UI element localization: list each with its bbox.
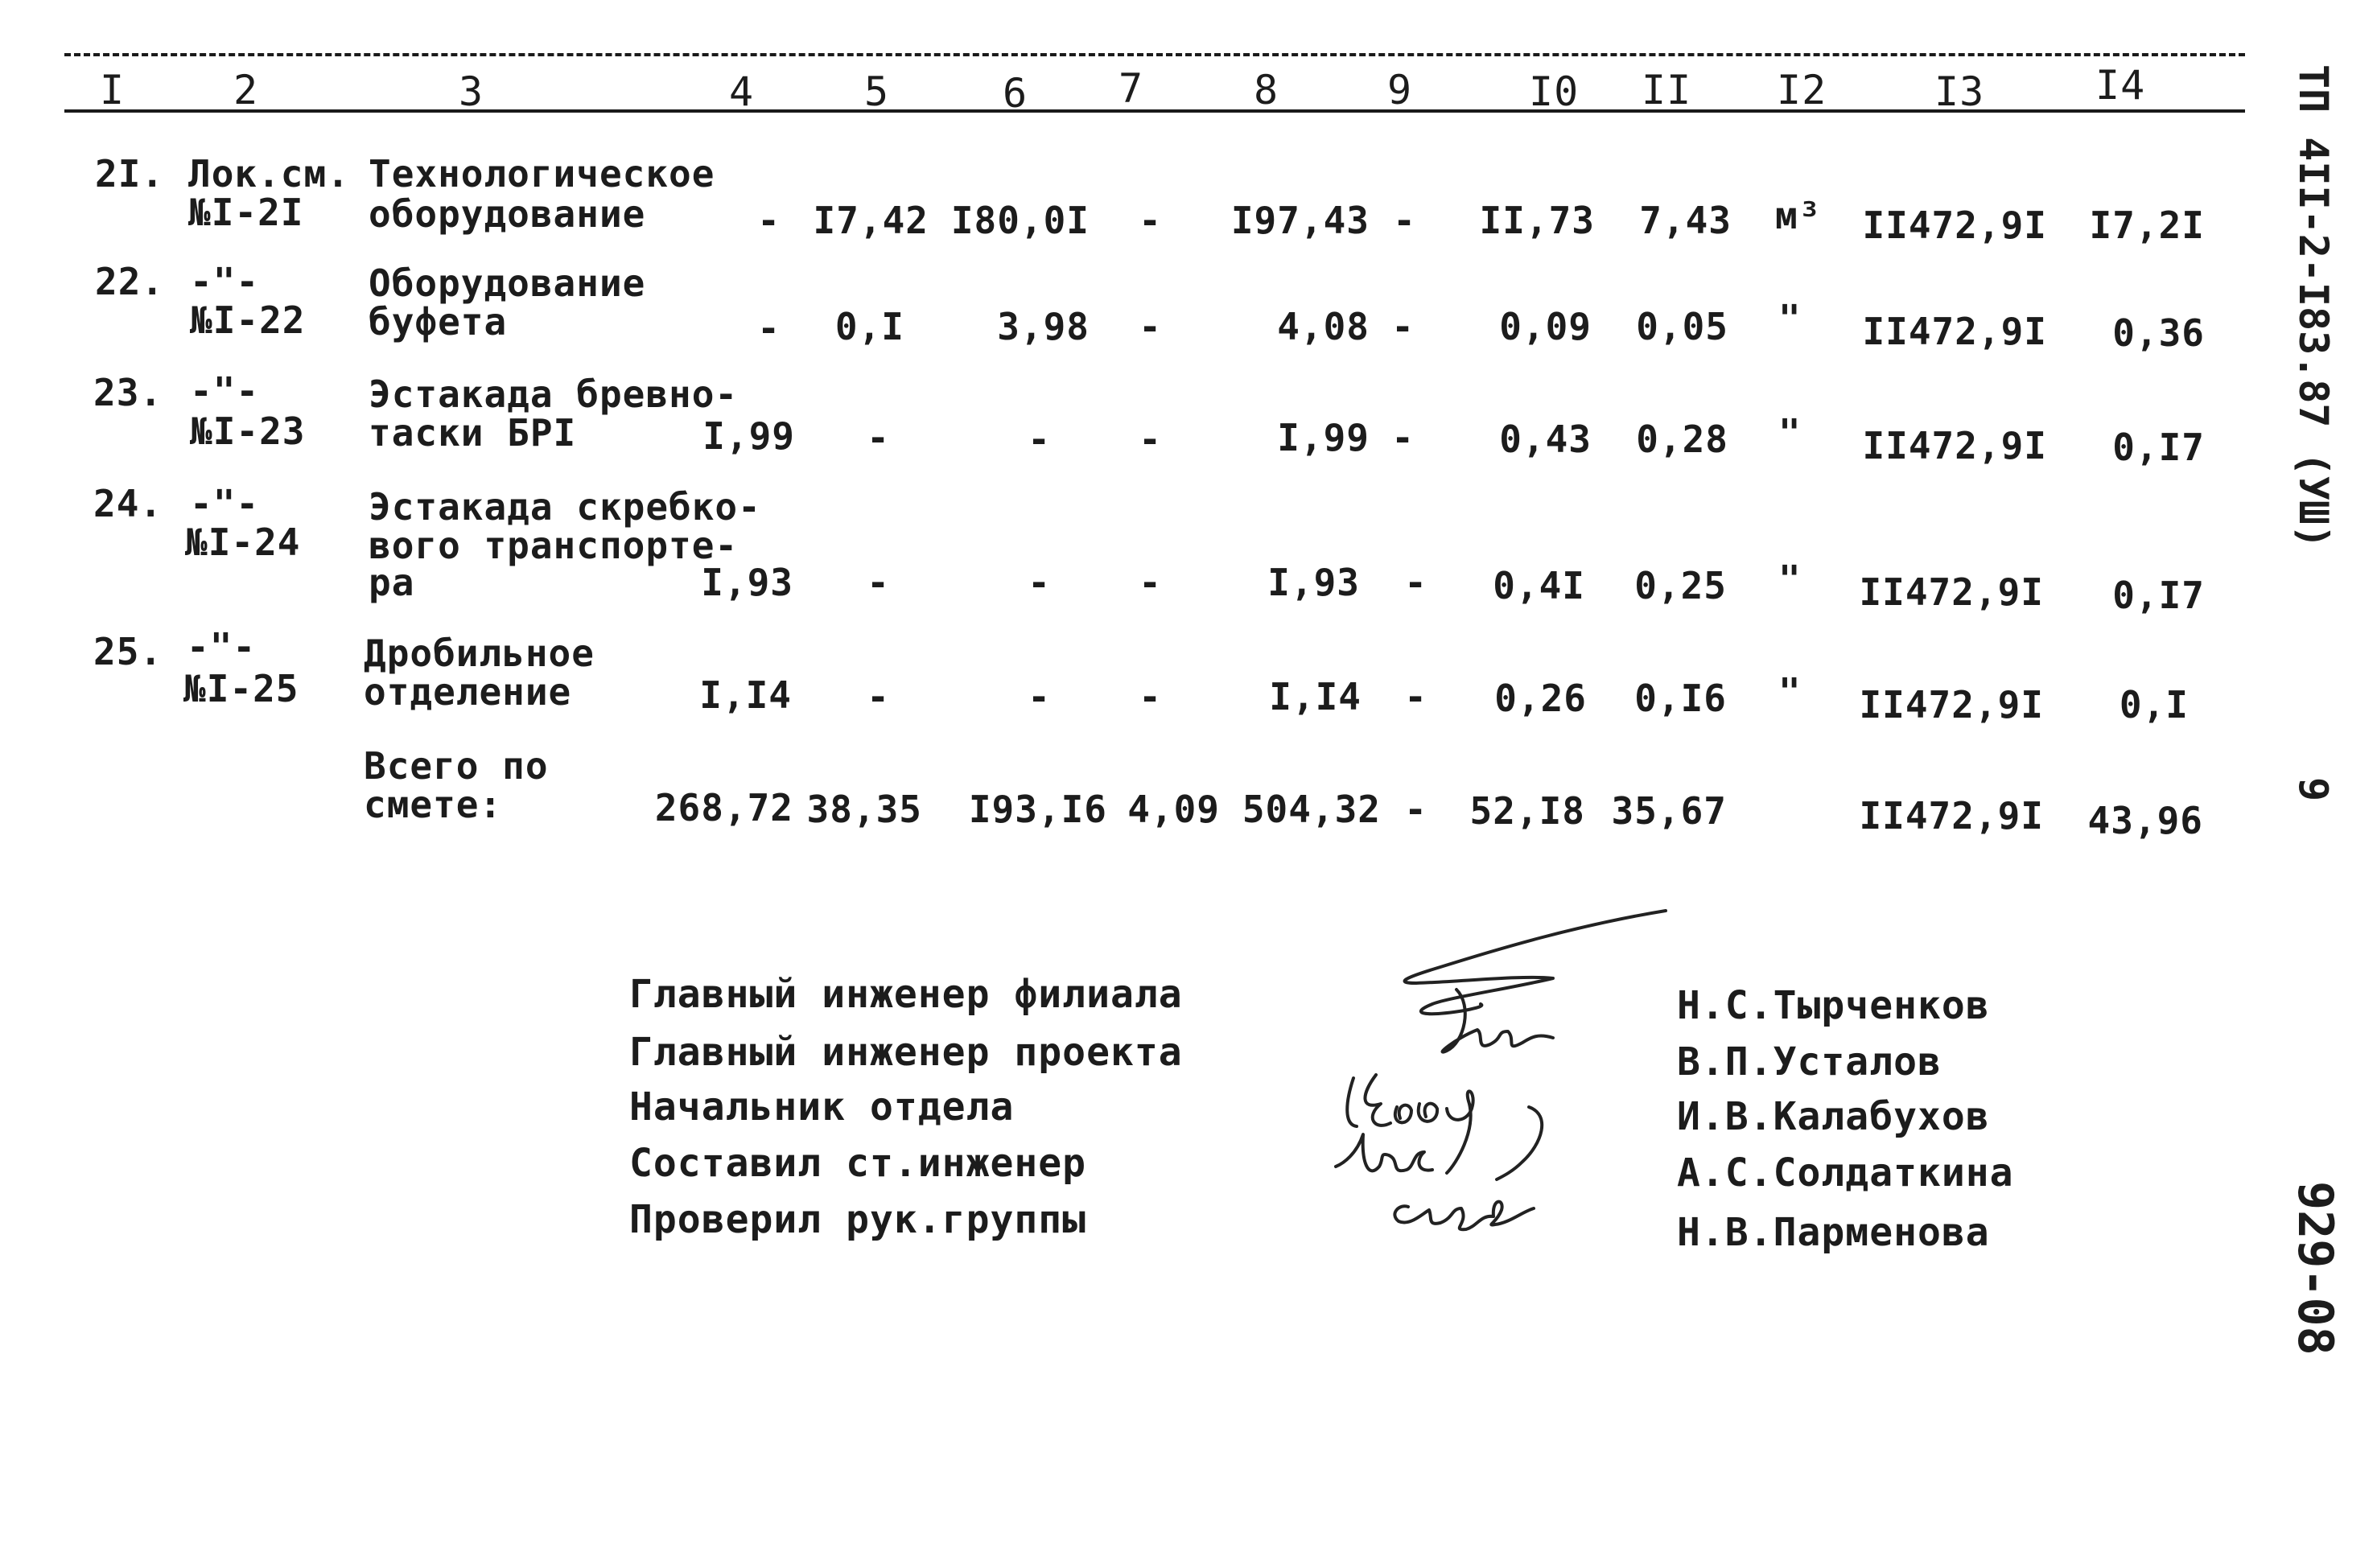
estimate-ref-label: -"- xyxy=(190,482,260,525)
cell-col9: - xyxy=(1404,561,1427,604)
cell-col14: 0,I7 xyxy=(2112,426,2205,469)
signatory-position: Главный инженер филиала xyxy=(629,972,1183,1017)
col-header-3: 3 xyxy=(459,68,484,115)
signatory-name: Н.В.Парменова xyxy=(1677,1210,1990,1255)
col-header-11: II xyxy=(1642,67,1692,113)
total-col11: 35,67 xyxy=(1611,789,1727,833)
row-number: 23. xyxy=(93,371,163,414)
item-name-line1: Технологическое xyxy=(369,152,715,195)
item-name-line2: таски БРI xyxy=(369,411,577,455)
col-header-7: 7 xyxy=(1118,65,1144,112)
estimate-ref-number: №I-24 xyxy=(185,521,301,564)
cell-col6: - xyxy=(1028,418,1051,461)
cell-col14: 0,36 xyxy=(2112,311,2205,355)
cell-col12-unit: " xyxy=(1778,297,1802,340)
total-col13: II472,9I xyxy=(1859,794,2044,838)
estimate-ref-label: -"- xyxy=(190,369,260,413)
archive-stamp-number: 929-08 xyxy=(2287,1181,2343,1356)
cell-col14: 0,I7 xyxy=(2112,574,2205,617)
total-col5: 38,35 xyxy=(806,788,922,831)
col-header-10: I0 xyxy=(1529,68,1580,115)
item-name-line2: отделение xyxy=(364,670,572,714)
col-header-5: 5 xyxy=(864,68,890,115)
total-col9: - xyxy=(1404,788,1427,831)
total-col8: 504,32 xyxy=(1242,788,1381,831)
cell-col12-unit: " xyxy=(1778,670,1802,714)
col-header-2: 2 xyxy=(233,67,259,113)
item-name-line1: Эстакада бревно- xyxy=(369,372,739,416)
cell-col9: - xyxy=(1393,199,1416,242)
cell-col6: 3,98 xyxy=(997,305,1090,348)
item-name-line3: ра xyxy=(369,561,415,604)
cell-col7: - xyxy=(1139,675,1162,718)
cell-col14: 0,I xyxy=(2119,683,2189,726)
cell-col9: - xyxy=(1391,416,1415,459)
cell-col4: - xyxy=(757,199,781,242)
total-col10: 52,I8 xyxy=(1469,789,1585,833)
estimate-ref-number: №I-23 xyxy=(190,409,306,453)
header-bottom-rule xyxy=(64,109,2245,113)
item-name-line1: Дробильное xyxy=(364,632,595,675)
cell-col8: I97,43 xyxy=(1230,199,1370,242)
col-header-8: 8 xyxy=(1254,67,1279,113)
signatory-name: А.С.Солдаткина xyxy=(1677,1150,2014,1196)
item-name-line1: Эстакада скребко- xyxy=(369,485,761,529)
cell-col10: 0,09 xyxy=(1499,305,1592,348)
cell-col12-unit: " xyxy=(1778,558,1802,601)
cell-col9: - xyxy=(1391,305,1415,348)
row-number: 25. xyxy=(93,630,163,673)
item-name-line1: Оборудование xyxy=(369,261,646,305)
cell-col5: - xyxy=(867,675,890,718)
item-name-line2: вого транспорте- xyxy=(369,524,739,567)
cell-col5: 0,I xyxy=(834,305,904,348)
cell-col8: I,I4 xyxy=(1269,675,1362,718)
cell-col4: I,93 xyxy=(701,561,793,604)
cell-col12-unit: " xyxy=(1778,411,1802,455)
estimate-ref-label: Лок.см. xyxy=(188,152,350,195)
cell-col10: 0,43 xyxy=(1499,418,1592,461)
cell-col5: - xyxy=(867,416,890,459)
signatory-position: Главный инженер проекта xyxy=(629,1030,1183,1075)
row-number: 22. xyxy=(95,260,165,303)
cell-col9: - xyxy=(1404,675,1427,718)
cell-col6: - xyxy=(1028,675,1051,718)
cell-col7: - xyxy=(1139,418,1162,461)
cell-col6: I80,0I xyxy=(950,199,1090,242)
cell-col5: I7,42 xyxy=(813,199,929,242)
handwritten-signatures xyxy=(1312,893,1698,1295)
estimate-ref-label: -"- xyxy=(190,260,260,303)
cell-col13: II472,9I xyxy=(1859,570,2044,614)
cell-col11: 7,43 xyxy=(1639,199,1732,242)
estimate-ref-number: №I-22 xyxy=(190,298,306,342)
signatory-name: И.В.Калабухов xyxy=(1677,1094,1990,1139)
cell-col6: - xyxy=(1028,561,1051,604)
document-code: ТП 4II-2-I83.87 (УШ) xyxy=(2290,64,2337,549)
total-col4: 268,72 xyxy=(654,786,793,829)
cell-col7: - xyxy=(1139,199,1162,242)
col-header-6: 6 xyxy=(1003,70,1028,117)
col-header-9: 9 xyxy=(1387,67,1413,113)
cell-col7: - xyxy=(1139,305,1162,348)
total-col7: 4,09 xyxy=(1127,788,1220,831)
cell-col11: 0,25 xyxy=(1634,564,1727,607)
signatory-position: Проверил рук.группы xyxy=(629,1197,1087,1242)
cell-col13: II472,9I xyxy=(1862,310,2047,353)
cell-col11: 0,05 xyxy=(1636,305,1728,348)
col-header-4: 4 xyxy=(729,68,755,115)
cell-col5: - xyxy=(867,561,890,604)
signatory-name: Н.С.Тырченков xyxy=(1677,983,1990,1028)
estimate-ref-label: -"- xyxy=(187,625,257,669)
total-col14: 43,96 xyxy=(2087,799,2203,842)
estimate-ref-number: №I-25 xyxy=(183,667,299,710)
cell-col4: - xyxy=(757,307,781,350)
cell-col8: I,93 xyxy=(1267,561,1360,604)
item-name-line2: оборудование xyxy=(369,192,646,236)
signatory-name: В.П.Усталов xyxy=(1677,1039,1942,1084)
col-header-14: I4 xyxy=(2095,62,2146,109)
signatory-position: Начальник отдела xyxy=(629,1084,1015,1130)
signatory-position: Составил ст.инженер xyxy=(629,1141,1087,1186)
cell-col10: II,73 xyxy=(1479,199,1595,242)
page-number: 9 xyxy=(2290,777,2337,802)
cell-col4: I,99 xyxy=(702,414,795,458)
row-number: 2I. xyxy=(95,152,165,195)
col-header-12: I2 xyxy=(1777,67,1827,113)
item-name-line2: буфета xyxy=(369,300,508,344)
cell-col8: 4,08 xyxy=(1277,305,1370,348)
col-header-13: I3 xyxy=(1934,68,1985,115)
col-header-1: I xyxy=(100,67,126,113)
cell-col14: I7,2I xyxy=(2089,204,2205,247)
cell-col10: 0,4I xyxy=(1493,564,1585,607)
estimate-ref-number: №I-2I xyxy=(188,191,304,234)
header-top-rule xyxy=(64,53,2245,56)
row-number: 24. xyxy=(93,482,163,525)
total-col6: I93,I6 xyxy=(968,788,1107,831)
cell-col7: - xyxy=(1139,561,1162,604)
cell-col4: I,I4 xyxy=(699,673,792,717)
cell-col10: 0,26 xyxy=(1494,677,1587,720)
cell-col13: II472,9I xyxy=(1862,204,2047,247)
cell-col13: II472,9I xyxy=(1862,424,2047,467)
cell-col13: II472,9I xyxy=(1859,683,2044,726)
cell-col11: 0,I6 xyxy=(1634,677,1727,720)
total-label-line2: смете: xyxy=(364,783,503,826)
cell-col12-unit: м³ xyxy=(1775,194,1822,237)
cell-col11: 0,28 xyxy=(1636,418,1728,461)
total-label-line1: Всего по xyxy=(364,744,549,788)
cell-col8: I,99 xyxy=(1277,416,1370,459)
